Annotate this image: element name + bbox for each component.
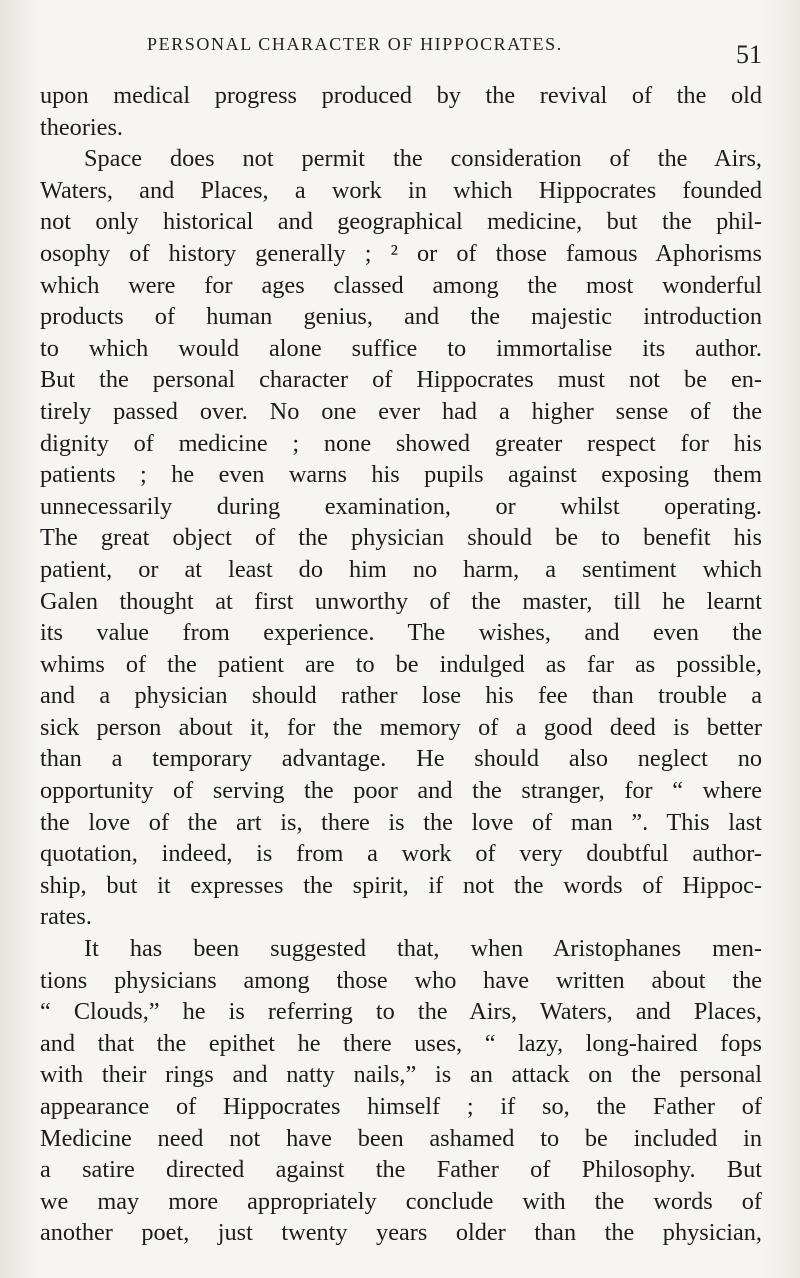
text-line: sick person about it, for the memory of a good deed is better (40, 713, 762, 741)
text-line: another poet, just twenty years older than the physician, (40, 1219, 762, 1247)
text-line: and a physician should rather lose his fee than trouble a (40, 682, 762, 710)
page-header (40, 30, 762, 70)
text-line: appearance of Hippocrates himself ; if so, the Father of (40, 1093, 762, 1120)
text-line: But the personal character of Hippocrates must not be en- (40, 366, 762, 394)
text-line: quotation, indeed, is from a work of very doubtful author- (40, 840, 762, 868)
text-line: and that the epithet he there uses, “ lazy, long-haired fops (40, 1029, 762, 1057)
text-line: its value from experience. The wishes, and even the (40, 619, 762, 647)
text-line: The great object of the physician should be to benefit his (40, 524, 762, 552)
text-line: which were for ages classed among the most wonderful (40, 271, 762, 299)
text-line: tirely passed over. No one ever had a higher sense of the (40, 397, 762, 425)
running-head: PERSONAL CHARACTER OF HIPPOCRATES. (147, 34, 563, 54)
text-line: to which would alone suffice to immortalise its author. (40, 334, 762, 362)
text-line: “ Clouds,” he is referring to the Airs, Waters, and Places, (40, 998, 762, 1026)
text-line: theories. (40, 113, 123, 141)
text-line: unnecessarily during examination, or whilst operating. (40, 492, 762, 520)
text-line: Medicine need not have been ashamed to be included in (40, 1124, 762, 1152)
text-line: products of human genius, and the majestic introduction (40, 303, 762, 331)
text-line: upon medical progress produced by the revival of the old (40, 82, 762, 109)
text-line: whims of the patient are to be indulged as far as possible, (40, 650, 762, 678)
text-line: than a temporary advantage. He should also neglect no (40, 745, 762, 773)
text-line: patient, or at least do him no harm, a sentiment which (40, 555, 762, 583)
text-line: Space does not permit the consideration of the Airs, (84, 145, 762, 173)
text-line: rates. (40, 903, 92, 931)
text-line: a satire directed against the Father of Philosophy. But (40, 1156, 762, 1184)
text-line: opportunity of serving the poor and the stranger, for “ where (40, 777, 762, 805)
text-line: we may more appropriately conclude with the words of (40, 1187, 762, 1215)
text-line: osophy of history generally ; ² or of those famous Aphorisms (40, 239, 762, 267)
text-line: with their rings and natty nails,” is an attack on the personal (40, 1061, 762, 1089)
page-number: 51 (736, 40, 762, 69)
text-line: It has been suggested that, when Aristophanes men- (84, 935, 762, 963)
text-line: Waters, and Places, a work in which Hippocrates founded (40, 176, 762, 204)
text-line: Galen thought at first unworthy of the master, till he learnt (40, 587, 762, 615)
body-text (40, 80, 762, 1249)
text-line: patients ; he even warns his pupils against exposing them (40, 461, 762, 489)
text-line: tions physicians among those who have written about the (40, 966, 762, 994)
text-line: ship, but it expresses the spirit, if not the words of Hippoc- (40, 871, 762, 899)
text-line: the love of the art is, there is the love of man ”. This last (40, 808, 762, 836)
text-line: dignity of medicine ; none showed greater respect for his (40, 429, 762, 457)
text-line: not only historical and geographical medicine, but the phil- (40, 208, 762, 236)
